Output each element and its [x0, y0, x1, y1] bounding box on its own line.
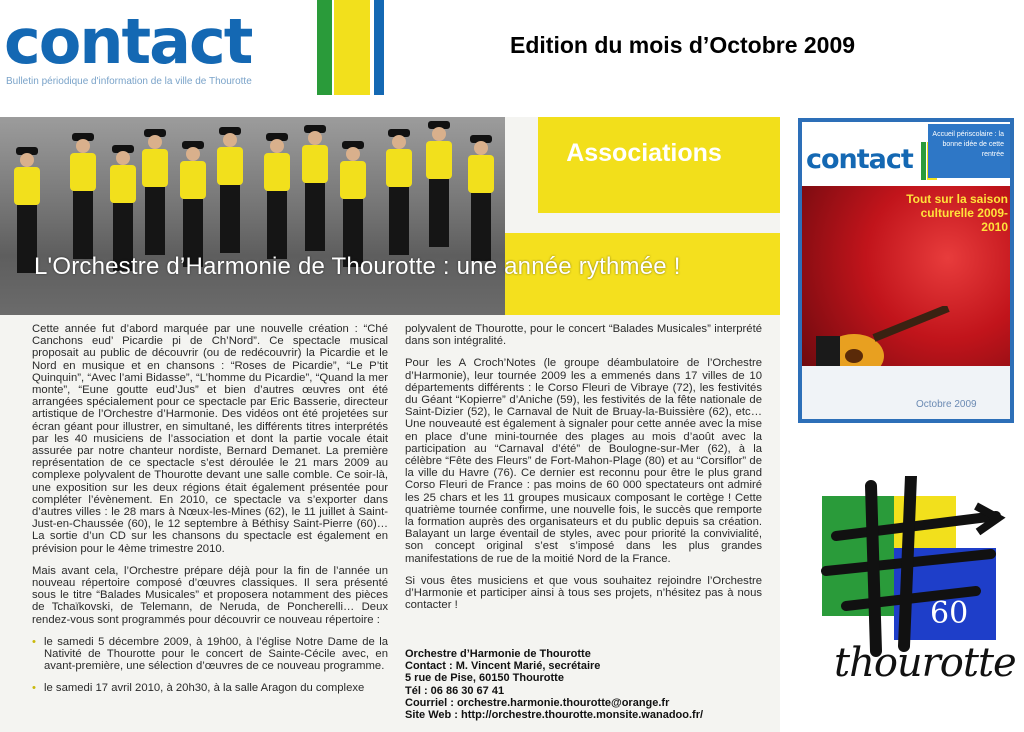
cover-bottom-strip [802, 366, 1010, 419]
contact-phone: Tél : 06 86 30 67 41 [405, 684, 505, 697]
town-logo-number: 60 [930, 596, 969, 631]
musician-figure [384, 135, 414, 255]
paragraph: polyvalent de Thourotte, pour le concert “Balades Musicales” interprété dans son intégralité. [405, 323, 762, 348]
article-column-2 [405, 323, 762, 621]
contact-person: Contact : M. Vincent Marié, secrétaire [405, 660, 601, 673]
contact-website: Site Web : http://orchestre.thourotte.monsite.wanadoo.fr/ [405, 709, 704, 722]
magazine-cover [798, 118, 1014, 423]
musician-figure [262, 139, 292, 259]
paragraph: Pour les A Croch’Notes (le groupe déambulatoire de l’Orchestre d’Harmonie), leur tournée 2009 les a emmenés dans 17 villes de 10 départements différents : le Corso Fleuri de Vibraye (72), les festivités du Géant “Kopierre” d’Aniche (59), les festivités de la fête nationale de Saint-Dizier (52), le Carnaval de Nuit de Bruay-la-Buissière (62), etc… Une nouveauté est également à signaler pour cette année avec la mise en place d’une mini-tournée des plages au mois d’août avec la participation au “Carnaval d’été” de Boulogne-sur-Mer (62), à la célèbre “Fête des Fleurs” de Fort-Mahon-Plage (80) et au “Corsiflor” de la ville du Havre (76). Ce dernier est reconnu pour être le plus grand Corso Fleuri de France : pas moins de 60 000 spectateurs ont admiré les 25 chars et les 11 groupes musicaux composant le cortège ! Cette quatrième tournée confirme, une nouvelle fois, le succès que remporte la formation auprès des organisateurs et du public depuis sa création. Balayant un large éventail de styles, avec pour priorité la convivialité, son concept original s’est s’imposé dans les plus grandes manifestations de rue de la moitié Nord de la France. [405, 357, 762, 565]
cover-date: Octobre 2009 [916, 399, 977, 410]
orchestra-photo [0, 117, 505, 315]
logo-bar-green [317, 0, 332, 95]
edition-heading: Edition du mois d’Octobre 2009 [510, 32, 856, 58]
cover-side-text: Accueil périscolaire : la bonne idée de cette rentrée [928, 124, 1010, 178]
logo-bar-yellow [334, 0, 370, 95]
paragraph: Mais avant cela, l’Orchestre prépare déjà pour la fin de l’année un nouveau répertoire composé d’œuvres classiques. Il sera présenté sous le titre “Balades Musicales” et proposera notamment des pièces de Tchaïkovski, de Telemann, de Neruda, de Poncherelli… Deux rendez-vous sont programmés pour découvrir ce nouveau répertoire : [32, 564, 388, 626]
musician-figure [466, 141, 496, 261]
contact-logo-tagline: Bulletin périodique d'information de la ville de Thourotte [6, 76, 252, 87]
contact-address: 5 rue de Pise, 60150 Thourotte [405, 672, 564, 685]
musician-figure [178, 147, 208, 267]
article-column-1 [32, 323, 388, 705]
paragraph: Si vous êtes musiciens et que vous souhaitez rejoindre l’Orchestre d’Harmonie et participer ainsi à tous ses projets, n’hésitez pas à nous contacter ! [405, 574, 762, 612]
cover-logo-wordmark: contact [806, 144, 913, 175]
contact-email: Courriel : orchestre.harmonie.thourotte@orange.fr [405, 696, 670, 709]
musician-figure [424, 127, 454, 247]
cover-headline: Tout sur la saison culturelle 2009-2010 [906, 192, 1008, 234]
logo-bar-blue [374, 0, 384, 95]
musician-figure [338, 147, 368, 267]
musician-figure [300, 131, 330, 251]
musician-figure [215, 133, 245, 253]
paragraph: Cette année fut d’abord marquée par une nouvelle création : “Ché Canchons eud’ Picardie pi de Ch’Nord”. Ce spectacle musical proposait au public de découvrir (ou de redécouvrir) la Picardie et le Nord en musique et en chansons : “Roses de Picardie”, “Le P’tit Quinquin”, “Avec l’ami Bidasse”, “L’homme du Picardie”, “Quand la mer monte”, “Eune goutte eud’Jus” et bien d’autres œuvres ont été arrangées spécialement pour ce spectacle par Eric Basserie, directeur artistique de l’Orchestre d’Harmonie. Des vidéos ont été projetées sur écran géant pour illustrer, en simultané, les différents titres interprétés par les 40 musiciens de l’association et dont la partie vocale était assurée par notre chanteur nordiste, Bernard Demanet. La première représentation de ce spectacle s’est déroulée le 21 mars 2009 au complexe polyvalent de Thourotte devant une salle comble. Ce soir-là, une exposition sur les deux régions était également présentée pour compléter l’évènement. En 2010, ce spectacle va s’exporter dans d’autres villes : le 28 mars à Nœux-les-Mines (62), le 11 juillet à Saint-Just-en-Chaussée (60), le 12 septembre à Béthisy Saint-Pierre (60)… La sortie d’un CD sur les chansons du spectacle est également en prévision pour le 4ème trimestre 2010. [32, 323, 388, 555]
cover-bar-green [921, 142, 926, 180]
list-item: • le samedi 5 décembre 2009, à 19h00, à l’église Notre Dame de la Nativité de Thourotte pour le concert de Sainte-Cécile avec, en avant-première, une sélection d’œuvres de ce nouveau programme. [32, 636, 388, 673]
town-logo-wordmark: thourotte [834, 640, 1016, 686]
musician-figure [140, 135, 170, 255]
contact-logo-wordmark: contact [4, 5, 252, 78]
article-page [0, 117, 780, 732]
contact-details [405, 648, 775, 721]
contact-org: Orchestre d’Harmonie de Thourotte [405, 648, 591, 660]
article-title: L'Orchestre d’Harmonie de Thourotte : une année rythmée ! [34, 253, 681, 280]
section-label: Associations [566, 139, 722, 167]
musician-figure [68, 139, 98, 259]
list-item: • le samedi 17 avril 2010, à 20h30, à la salle Aragon du complexe [32, 682, 388, 694]
guitar-illustration [814, 306, 954, 366]
